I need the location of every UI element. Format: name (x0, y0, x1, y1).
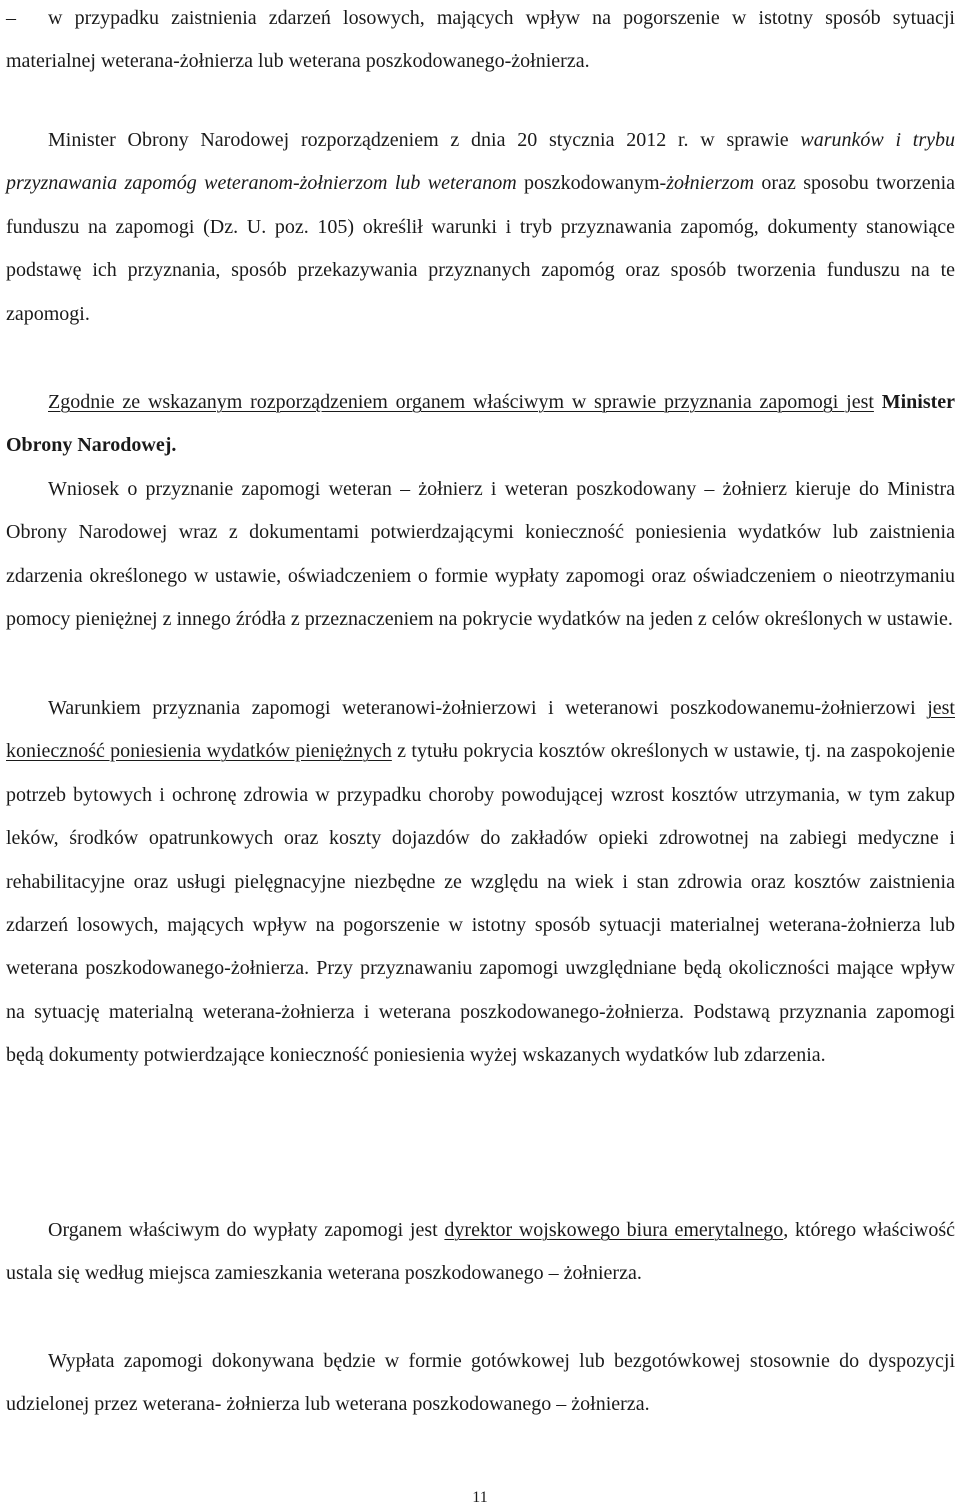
bullet-item (6, 0, 955, 84)
wyplata-organ-text-2: , którego właściwość ustala się według miejsca zamieszkania weterana poszkodowanego – żołnierza. (6, 1219, 955, 1285)
regulation-text-5: oraz sposobu tworzenia funduszu na zapomogi (Dz. U. poz. 105) określił warunki i tryb przyznawania zapomóg, dokumenty stanowiące podstawę ich przyznania, sposób przekazywania przyznanych zapomóg oraz sposób tworzenia funduszu na te zapomogi. (6, 172, 956, 325)
regulation-italic-word: żołnierzom (666, 172, 755, 195)
wyplata-organ-text-1: Organem właściwym do wypłaty zapomogi jest (48, 1219, 445, 1241)
paragraph-warunek (6, 687, 955, 1078)
paragraph-wniosek (6, 468, 955, 642)
warunek-text-1: Warunkiem przyznania zapomogi weteranowi-żołnierzowi i weteranowi poszkodowanemu-żołnierzowi (48, 697, 928, 719)
page-number: 11 (472, 1489, 488, 1506)
warunek-text-2: z tytułu pokrycia kosztów określonych w ustawie, tj. na zaspokojenie potrzeb bytowych i ochronę zdrowia w przypadku choroby powodującej wzrost kosztów utrzymania, w tym zakup leków, środków opatrunkowych oraz koszty dojazdów do zakładów opieki zdrowotnej na zabiegi medyczne i rehabilitacyjne oraz usługi pielęgnacyjne niezbędne ze względu na wiek i stan zdrowia oraz kosztów zaistnienia zdarzeń losowych, mających wpływ na pogorszenie w istotny sposób sytuacji materialnej weterana-żołnierza lub weterana poszkodowanego-żołnierza. Przy przyznawaniu zapomogi uwzględniane będą okoliczności mające wpływ na sytuację materialną weterana-żołnierza i weterana poszkodowanego-żołnierza. Podstawą przyznania zapomogi będą dokumenty potwierdzające konieczność poniesienia wyżej wskazanych wydatków lub zdarzenia. (6, 740, 955, 1067)
paragraph-organ (6, 381, 955, 468)
bullet-dash: – (6, 7, 16, 29)
organ-underlined-text: Zgodnie ze wskazanym rozporządzeniem organem właściwym w sprawie przyznania zapomogi jest (48, 391, 874, 413)
regulation-text-3: poszkodowanym- (516, 172, 667, 195)
wniosek-text: Wniosek o przyznanie zapomogi weteran – żołnierz i weteran poszkodowany – żołnierz kieruje do Ministra Obrony Narodowej wraz z dokumentami potwierdzającymi konieczność poniesienia wydatków lub zaistnienia zdarzenia określonego w ustawie, oświadczeniem o formie wypłaty zapomogi oraz oświadczeniem o nieotrzymaniu pomocy pieniężnej z innego źródła z przeznaczeniem na pokrycie wydatków na jeden z celów określonych w ustawie. (6, 478, 955, 631)
regulation-title-italic: warunków i trybu przyznawania zapomóg weteranom-żołnierzom lub weteranom (6, 129, 955, 195)
paragraph-wyplata-organ (6, 1209, 955, 1296)
wyplata-organ-underlined: dyrektor wojskowego biura emerytalnego (444, 1219, 784, 1241)
regulation-text-1: Minister Obrony Narodowej rozporządzeniem z dnia 20 stycznia 2012 r. w sprawie (48, 129, 801, 151)
organ-space (874, 391, 882, 413)
warunek-underlined-text: jest konieczność poniesienia wydatków pieniężnych (6, 697, 955, 763)
organ-bold-text: Minister Obrony Narodowej. (6, 391, 956, 457)
wyplata-text: Wypłata zapomogi dokonywana będzie w formie gotówkowej lub bezgotówkowej stosownie do dyspozycji udzielonej przez weterana- żołnierza lub weterana poszkodowanego – żołnierza. (6, 1350, 955, 1416)
paragraph-regulation (6, 119, 955, 336)
paragraph-wyplata (6, 1340, 955, 1427)
bullet-text: w przypadku zaistnienia zdarzeń losowych, mających wpływ na pogorszenie w istotny sposób sytuacji materialnej weterana-żołnierza lub weterana poszkodowanego-żołnierza. (6, 7, 955, 73)
